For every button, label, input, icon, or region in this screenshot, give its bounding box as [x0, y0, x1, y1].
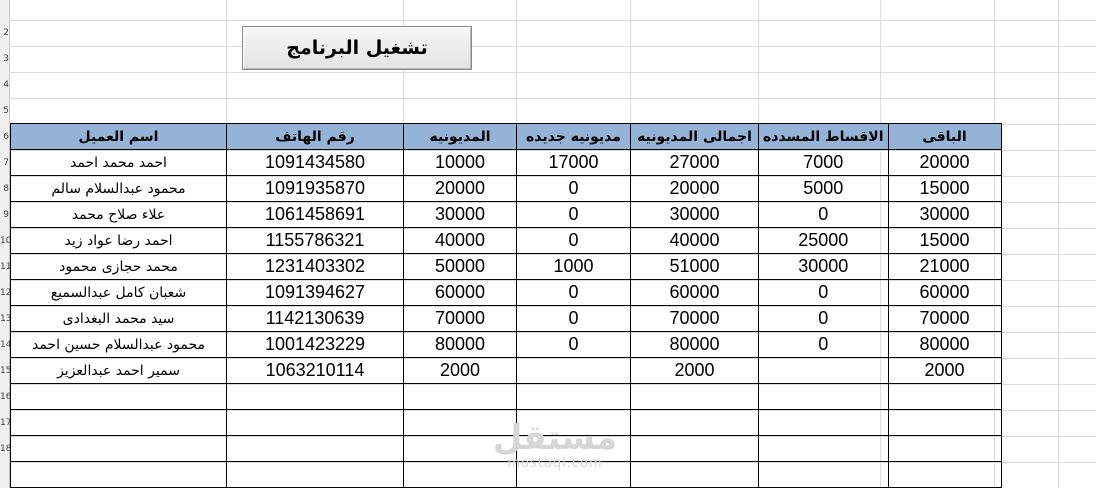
table-row — [11, 176, 1002, 202]
table-cell[interactable]: 15000 — [888, 228, 1001, 254]
col-header-customer-name[interactable]: اسم العميل — [11, 124, 227, 150]
table-cell[interactable]: 60000 — [631, 280, 759, 306]
table-row — [11, 150, 1002, 176]
table-cell[interactable]: 70000 — [404, 306, 517, 332]
watermark-logo-text: مستقل — [492, 418, 618, 458]
row-number[interactable]: 11 — [0, 262, 12, 272]
table-cell[interactable]: 1231403302 — [227, 254, 404, 280]
table-cell[interactable]: 10000 — [404, 150, 517, 176]
table-cell[interactable] — [227, 462, 404, 488]
table-cell[interactable] — [631, 410, 759, 436]
table-cell[interactable]: 20000 — [631, 176, 759, 202]
table-cell[interactable]: 0 — [517, 202, 631, 228]
col-header-new-debt[interactable]: مديونيه جديده — [517, 124, 631, 150]
grid-row-line — [9, 20, 1096, 21]
table-cell[interactable]: 30000 — [759, 254, 889, 280]
watermark-url: mostaql.com — [507, 456, 603, 471]
table-cell[interactable]: 0 — [759, 332, 889, 358]
cell-customer-name[interactable] — [11, 410, 227, 436]
row-number[interactable]: 10 — [0, 236, 12, 246]
table-cell[interactable]: 5000 — [759, 176, 889, 202]
table-cell[interactable] — [404, 384, 517, 410]
table-cell[interactable]: 30000 — [404, 202, 517, 228]
table-row — [11, 358, 1002, 384]
table-cell[interactable]: 0 — [517, 176, 631, 202]
cell-customer-name[interactable]: علاء صلاح محمد — [11, 202, 227, 228]
table-cell[interactable]: 21000 — [888, 254, 1001, 280]
row-number[interactable]: 13 — [0, 314, 12, 324]
table-cell[interactable]: 0 — [759, 280, 889, 306]
table-cell[interactable]: 0 — [517, 280, 631, 306]
table-cell[interactable]: 1061458691 — [227, 202, 404, 228]
table-cell[interactable]: 1063210114 — [227, 358, 404, 384]
table-cell[interactable]: 30000 — [888, 202, 1001, 228]
table-cell[interactable]: 2000 — [631, 358, 759, 384]
table-cell[interactable] — [517, 358, 631, 384]
row-number[interactable]: 7 — [3, 158, 9, 168]
table-cell[interactable]: 1091394627 — [227, 280, 404, 306]
table-cell[interactable]: 1142130639 — [227, 306, 404, 332]
cell-customer-name[interactable]: محمود عبدالسلام سالم — [11, 176, 227, 202]
table-cell[interactable]: 2000 — [404, 358, 517, 384]
table-row — [11, 280, 1002, 306]
table-cell[interactable]: 27000 — [631, 150, 759, 176]
table-cell[interactable]: 50000 — [404, 254, 517, 280]
table-cell[interactable]: 70000 — [631, 306, 759, 332]
table-cell[interactable] — [888, 384, 1001, 410]
table-row — [11, 202, 1002, 228]
cell-customer-name[interactable]: احمد رضا عواد زيد — [11, 228, 227, 254]
table-cell[interactable]: 60000 — [404, 280, 517, 306]
table-cell[interactable]: 17000 — [517, 150, 631, 176]
table-cell[interactable]: 15000 — [888, 176, 1001, 202]
table-cell[interactable] — [888, 462, 1001, 488]
cell-customer-name[interactable]: سيد محمد البغدادى — [11, 306, 227, 332]
table-cell[interactable] — [759, 410, 889, 436]
table-row — [11, 384, 1002, 410]
col-header-remaining[interactable]: الباقى — [888, 124, 1001, 150]
table-cell[interactable] — [759, 462, 889, 488]
table-cell[interactable] — [631, 462, 759, 488]
table-cell[interactable]: 70000 — [888, 306, 1001, 332]
table-cell[interactable]: 20000 — [888, 150, 1001, 176]
col-header-paid-installments[interactable]: الاقساط المسدده — [759, 124, 889, 150]
table-cell[interactable] — [631, 384, 759, 410]
table-cell[interactable]: 7000 — [759, 150, 889, 176]
grid-row-line — [9, 46, 1096, 47]
table-cell[interactable] — [759, 384, 889, 410]
table-cell[interactable]: 60000 — [888, 280, 1001, 306]
table-cell[interactable]: 0 — [759, 202, 889, 228]
table-cell[interactable]: 1001423229 — [227, 332, 404, 358]
row-number[interactable]: 12 — [0, 288, 12, 298]
row-number[interactable]: 17 — [0, 418, 12, 428]
grid-row-line — [9, 72, 1096, 73]
cell-customer-name[interactable]: محمد حجازى محمود — [11, 254, 227, 280]
table-cell[interactable]: 1000 — [517, 254, 631, 280]
row-number[interactable]: 5 — [3, 106, 9, 116]
table-cell[interactable]: 51000 — [631, 254, 759, 280]
grid-col-line — [1058, 0, 1059, 488]
table-cell[interactable] — [227, 410, 404, 436]
table-cell[interactable]: 0 — [517, 306, 631, 332]
row-number[interactable]: 8 — [3, 184, 9, 194]
table-cell[interactable]: 30000 — [631, 202, 759, 228]
col-header-debt[interactable]: المديونيه — [404, 124, 517, 150]
col-header-total-debt[interactable]: اجمالى المديونيه — [631, 124, 759, 150]
table-cell[interactable]: 80000 — [404, 332, 517, 358]
table-cell[interactable] — [227, 436, 404, 462]
row-number[interactable]: 15 — [0, 366, 12, 376]
cell-customer-name[interactable] — [11, 462, 227, 488]
table-cell[interactable] — [759, 358, 889, 384]
table-cell[interactable]: 80000 — [888, 332, 1001, 358]
table-cell[interactable]: 40000 — [404, 228, 517, 254]
grid-row-line — [9, 98, 1096, 99]
table-cell[interactable] — [631, 436, 759, 462]
table-header-row — [11, 124, 1002, 150]
table-cell[interactable] — [759, 436, 889, 462]
table-cell[interactable]: 25000 — [759, 228, 889, 254]
mostaql-watermark — [480, 420, 630, 471]
table-cell[interactable] — [888, 410, 1001, 436]
table-cell[interactable] — [517, 384, 631, 410]
cell-customer-name[interactable]: احمد محمد احمد — [11, 150, 227, 176]
cell-customer-name[interactable] — [11, 436, 227, 462]
row-number[interactable]: 14 — [0, 340, 12, 350]
cell-customer-name[interactable]: شعبان كامل عبدالسميع — [11, 280, 227, 306]
row-number[interactable]: 9 — [3, 210, 9, 220]
cell-customer-name[interactable]: محمود عبدالسلام حسين احمد — [11, 332, 227, 358]
cell-customer-name[interactable] — [11, 384, 227, 410]
run-program-button[interactable]: تشغيل البرنامج — [242, 26, 472, 70]
table-cell[interactable]: 1155786321 — [227, 228, 404, 254]
table-cell[interactable] — [227, 384, 404, 410]
table-cell[interactable]: 1091935870 — [227, 176, 404, 202]
table-cell[interactable]: 1091434580 — [227, 150, 404, 176]
row-number[interactable]: 6 — [3, 132, 9, 142]
cell-customer-name[interactable]: سمير احمد عبدالعزيز — [11, 358, 227, 384]
row-number[interactable]: 18 — [0, 444, 12, 454]
row-header — [0, 0, 10, 488]
row-number[interactable]: 16 — [0, 392, 12, 402]
table-cell[interactable]: 0 — [759, 306, 889, 332]
col-header-phone[interactable]: رقم الهاتف — [227, 124, 404, 150]
table-cell[interactable]: 20000 — [404, 176, 517, 202]
row-number[interactable]: 3 — [3, 54, 9, 64]
table-cell[interactable] — [888, 436, 1001, 462]
table-row — [11, 228, 1002, 254]
table-row — [11, 332, 1002, 358]
table-cell[interactable]: 40000 — [631, 228, 759, 254]
row-number[interactable]: 2 — [3, 28, 9, 38]
table-cell[interactable]: 2000 — [888, 358, 1001, 384]
table-cell[interactable]: 0 — [517, 332, 631, 358]
table-row — [11, 306, 1002, 332]
row-number[interactable]: 4 — [3, 80, 9, 90]
table-cell[interactable]: 0 — [517, 228, 631, 254]
table-row — [11, 254, 1002, 280]
table-cell[interactable]: 80000 — [631, 332, 759, 358]
